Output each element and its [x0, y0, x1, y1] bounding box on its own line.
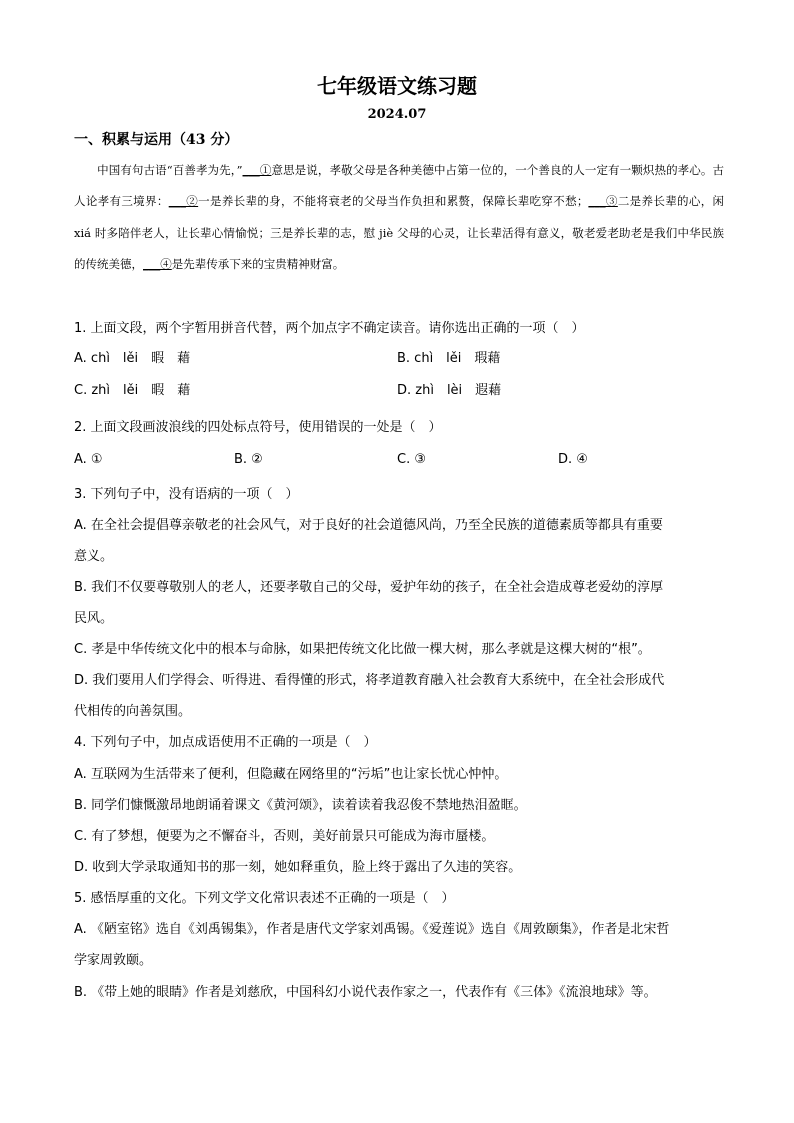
blank-2: ___② [168, 194, 199, 209]
question-4-option-c[interactable]: C. 有了梦想，便要为之不懈奋斗，否则，美好前景只可能成为海市蜃楼。 [74, 829, 495, 844]
question-5-stem: 5. 感悟厚重的文化。下列文学文化常识表述不正确的一项是（ ） [74, 891, 455, 906]
question-4-option-a[interactable]: A. 互联网为生活带来了便利，但隐藏在网络里的“污垢”也让家长忧心忡忡。 [74, 767, 508, 782]
reading-passage [74, 155, 724, 281]
question-3-option-a-cont: 意义。 [74, 549, 114, 564]
question-1-option-d[interactable]: D. zhì lèi 遐藉 [397, 383, 502, 398]
question-3-option-b[interactable]: B. 我们不仅要尊敬别人的老人，还要孝敬自己的父母，爱护年幼的孩子，在全社会造成尊老爱幼的淳厚 [74, 580, 664, 595]
question-5-option-b[interactable]: B. 《带上她的眼睛》作者是刘慈欣，中国科幻小说代表作家之一，代表作有《三体》《流浪地球》等。 [74, 985, 657, 1000]
passage-text-2: 意思是说，孝敬父母是各种美德中占第一位的，一个善良的人一定有一颗炽热的孝心。古人论孝有三境界： [74, 163, 724, 209]
blank-4: ___④ [143, 257, 172, 272]
question-2-option-b[interactable]: B. ② [234, 452, 263, 467]
page-title: 七年级语文练习题 [317, 74, 477, 98]
blank-3: ___③ [588, 194, 618, 209]
question-1-stem: 1. 上面文段，两个字暂用拼音代替，两个加点字不确定读音。请你选出正确的一项（ ） [74, 321, 585, 336]
question-3-option-d[interactable]: D. 我们要用人们学得会、听得进、看得懂的形式，将孝道教育融入社会教育大系统中，在全社会形成代 [74, 673, 665, 688]
question-2-option-d[interactable]: D. ④ [558, 452, 588, 467]
question-2-option-a[interactable]: A. ① [74, 452, 103, 467]
passage-text-4: 二是养长辈的心，闲 xiá 时多陪伴老人，让长辈心情愉悦；三是养长辈的志，慰 jiè 父母的心灵，让长辈活得有意义，敬老爱老助老是我们中华民族的传统美德， [74, 194, 725, 272]
question-2-option-c[interactable]: C. ③ [397, 452, 426, 467]
exam-date: 2024.07 [367, 107, 427, 122]
question-1-option-a[interactable]: A. chì lěi 暇 藉 [74, 351, 191, 366]
question-1-option-b[interactable]: B. chì lěi 瑕藉 [397, 351, 501, 366]
question-2-stem: 2. 上面文段画波浪线的四处标点符号，使用错误的一处是（ ） [74, 420, 442, 435]
question-4-stem: 4. 下列句子中，加点成语使用不正确的一项是（ ） [74, 735, 377, 750]
section-heading: 一、积累与运用（43 分） [74, 132, 239, 148]
passage-text-5: 是先辈传承下来的宝贵精神财富。 [171, 257, 345, 272]
question-3-option-d-cont: 代相传的向善氛围。 [74, 704, 192, 719]
question-3-option-c[interactable]: C. 孝是中华传统文化中的根本与命脉，如果把传统文化比做一棵大树，那么孝就是这棵大树的“根”。 [74, 642, 651, 657]
question-3-option-b-cont: 民风。 [74, 611, 114, 626]
question-3-option-a[interactable]: A. 在全社会提倡尊亲敬老的社会风气，对于良好的社会道德风尚，乃至全民族的道德素质等都具有重要 [74, 518, 663, 533]
blank-1: ___① [242, 163, 272, 177]
question-5-option-a-cont: 学家周敦颐。 [74, 953, 153, 968]
question-4-option-d[interactable]: D. 收到大学录取通知书的那一刻，她如释重负，脸上终于露出了久违的笑容。 [74, 860, 522, 875]
question-5-option-a[interactable]: A. 《陋室铭》选自《刘禹锡集》，作者是唐代文学家刘禹锡。《爱莲说》选自《周敦颐集》，作者是北宋哲 [74, 922, 670, 937]
question-3-stem: 3. 下列句子中，没有语病的一项（ ） [74, 487, 299, 502]
passage-text-1: 中国有句古语“百善孝为先，” [97, 163, 243, 177]
passage-text-3: 一是养长辈的身，不能将衰老的父母当作负担和累赘，保障长辈吃穿不愁； [198, 194, 589, 209]
question-1-option-c[interactable]: C. zhì lěi 暇 藉 [74, 383, 191, 398]
question-4-option-b[interactable]: B. 同学们慷慨激昂地朗诵着课文《黄河颂》，读着读着我忍俊不禁地热泪盈眶。 [74, 798, 527, 813]
